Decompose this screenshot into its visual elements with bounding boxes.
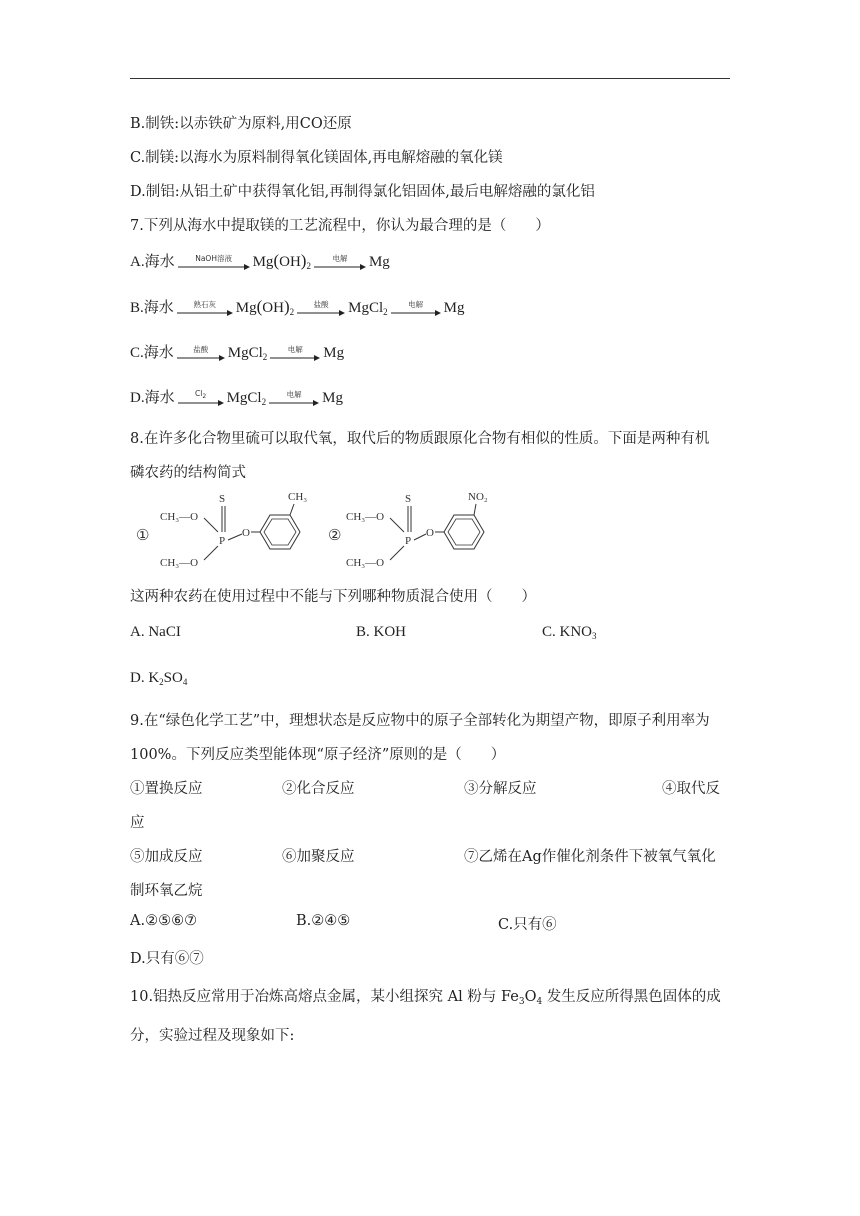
- text: 10.铝热反应常用于冶炼高熔点金属，某小组探究 Al 粉与 Fe: [130, 989, 519, 1005]
- formula: Mg: [235, 300, 257, 316]
- q7-c-prefix: C.海水: [130, 345, 174, 361]
- arrow-label: 电解: [286, 389, 302, 399]
- formula: MgCl: [227, 345, 263, 361]
- formula: Mg: [252, 254, 274, 270]
- q10-stem-1: [130, 985, 721, 1007]
- q6-option-c: C.制镁:以海水为原料制得氧化镁固体,再电解熔融的氧化镁: [130, 150, 503, 166]
- reaction-arrow: [269, 391, 319, 407]
- q7-option-c: [130, 341, 344, 362]
- formula: OH: [262, 300, 284, 316]
- q8-option-c: [542, 624, 597, 641]
- q9-item-7: ⑦乙烯在Ag作催化剂条件下被氧气氧化: [464, 849, 716, 865]
- arrow-label-text: Cl: [195, 388, 203, 398]
- q9-option-b: B.②④⑤: [296, 913, 351, 929]
- formula: MgCl: [348, 300, 384, 316]
- q10-stem-2: 分，实验过程及现象如下:: [130, 1028, 295, 1044]
- q7-d-prefix: D.海水: [130, 390, 175, 406]
- q8-option-a: A. NaCI: [130, 624, 181, 640]
- q9-stem-1: 9.在“绿色化学工艺”中，理想状态是反应物中的原子全部转化为期望产物，即原子利用率为: [130, 713, 710, 729]
- q8-option-b: B. KOH: [356, 624, 407, 640]
- subscript: 2: [202, 392, 207, 400]
- structure-1: [136, 491, 307, 569]
- structure-2-methoxy-bottom: CH₃—O: [346, 557, 385, 569]
- subscript: 4: [536, 997, 543, 1007]
- formula: Mg: [322, 390, 343, 406]
- q9-stem-2: 100%。下列反应类型能体现“原子经济”原则的是（ ）: [130, 747, 506, 763]
- q7-b-prefix: B.海水: [130, 300, 174, 316]
- q7-a-prefix: A.海水: [130, 254, 175, 270]
- q7-option-a: A.海水 NaOH溶液 $Mg(OH)_2$ 电解 Mg: [130, 251, 390, 271]
- q8-question: 这两种农药在使用过程中不能与下列哪种物质混合使用（ ）: [130, 589, 536, 605]
- formula: OH: [279, 254, 301, 270]
- structure-1-methoxy-top: CH₃—O: [160, 511, 199, 523]
- formula: D. K: [130, 670, 160, 686]
- reaction-arrow: [297, 301, 345, 317]
- structure-1-sulfur: S: [219, 493, 226, 505]
- subscript: 3: [518, 997, 525, 1007]
- q7-option-b: B.海水 熟石灰 $Mg(OH)_2$ 盐酸 MgCl$_2$ 电解 Mg: [130, 297, 465, 317]
- structure-1-number: ①: [136, 528, 150, 544]
- q9-item-6: ⑥加聚反应: [282, 849, 355, 865]
- structure-2-substituent: NO₂: [468, 491, 488, 503]
- header-rule: [130, 78, 730, 79]
- q6-option-d: D.制铝:从铝土矿中获得氧化铝,再制得氯化铝固体,最后电解熔融的氯化铝: [130, 184, 595, 200]
- formula: Mg: [368, 254, 390, 270]
- structure-2-number: ②: [328, 528, 342, 544]
- q7-option-d: [130, 386, 343, 407]
- subscript: 2: [289, 307, 295, 317]
- subscript: 2: [159, 677, 164, 687]
- structural-formulas: [130, 488, 510, 578]
- structure-2-sulfur: S: [405, 493, 412, 505]
- q9-item-4-cont: 应: [130, 815, 145, 831]
- reaction-arrow: [270, 346, 320, 362]
- reaction-arrow: [177, 301, 233, 317]
- q9-item-3: ③分解反应: [464, 781, 537, 797]
- subscript: 4: [182, 677, 188, 687]
- q9-item-2: ②化合反应: [282, 781, 355, 797]
- q8-stem-1: 8.在许多化合物里硫可以取代氧，取代后的物质跟原化合物有相似的性质。下面是两种有机: [130, 431, 710, 447]
- subscript: 2: [383, 307, 388, 317]
- subscript: 2: [306, 261, 311, 271]
- text: 发生反应所得黑色固体的成: [542, 989, 721, 1005]
- reaction-arrow: [177, 346, 225, 362]
- q9-option-a: A.②⑤⑥⑦: [130, 913, 198, 929]
- formula: Mg: [443, 300, 465, 316]
- reaction-arrow: [391, 301, 441, 317]
- q9-option-d: D.只有⑥⑦: [130, 951, 204, 967]
- q6-option-b: B.制铁:以赤铁矿为原料,用CO还原: [130, 116, 352, 132]
- text: O: [524, 989, 537, 1005]
- structure-1-substituent: CH₃: [288, 491, 308, 503]
- structure-2-methoxy-top: CH₃—O: [346, 511, 385, 523]
- arrow-label: 盐酸: [193, 344, 209, 354]
- q9-item-7-cont: 制环氧乙烷: [130, 883, 203, 899]
- q9-option-c: C.只有⑥: [498, 917, 557, 933]
- subscript: 3: [592, 631, 597, 641]
- reaction-arrow: [178, 388, 224, 407]
- formula: C. KNO: [542, 624, 593, 640]
- formula: Mg: [323, 345, 345, 361]
- arrow-label: 电解: [287, 344, 303, 354]
- structure-1-methoxy-bottom: CH₃—O: [160, 557, 199, 569]
- q9-item-1: ①置换反应: [130, 781, 203, 797]
- reaction-arrow: [178, 255, 250, 271]
- q9-item-4: ④取代反: [662, 781, 720, 797]
- reaction-arrow: [314, 255, 366, 271]
- arrow-label: 盐酸: [313, 299, 329, 309]
- q7-stem: 7.下列从海水中提取镁的工艺流程中，你认为最合理的是（ ）: [130, 218, 550, 234]
- arrow-label: 电解: [332, 253, 348, 263]
- structure-2-phosphorus: P: [405, 535, 412, 547]
- q8-option-d: [130, 670, 187, 687]
- structure-2-oxygen: O: [426, 527, 434, 539]
- formula: MgCl: [226, 390, 262, 406]
- structure-1-phosphorus: P: [219, 535, 226, 547]
- formula: SO: [163, 670, 183, 686]
- structure-2: [328, 491, 488, 569]
- q9-item-5: ⑤加成反应: [130, 849, 203, 865]
- arrow-label: 电解: [408, 299, 424, 309]
- subscript: 2: [261, 397, 267, 407]
- q8-stem-2: 磷农药的结构简式: [130, 465, 246, 481]
- arrow-label: 熟石灰: [193, 299, 217, 309]
- subscript: 2: [262, 352, 268, 362]
- structure-1-oxygen: O: [242, 527, 250, 539]
- arrow-label: NaOH溶液: [195, 253, 232, 263]
